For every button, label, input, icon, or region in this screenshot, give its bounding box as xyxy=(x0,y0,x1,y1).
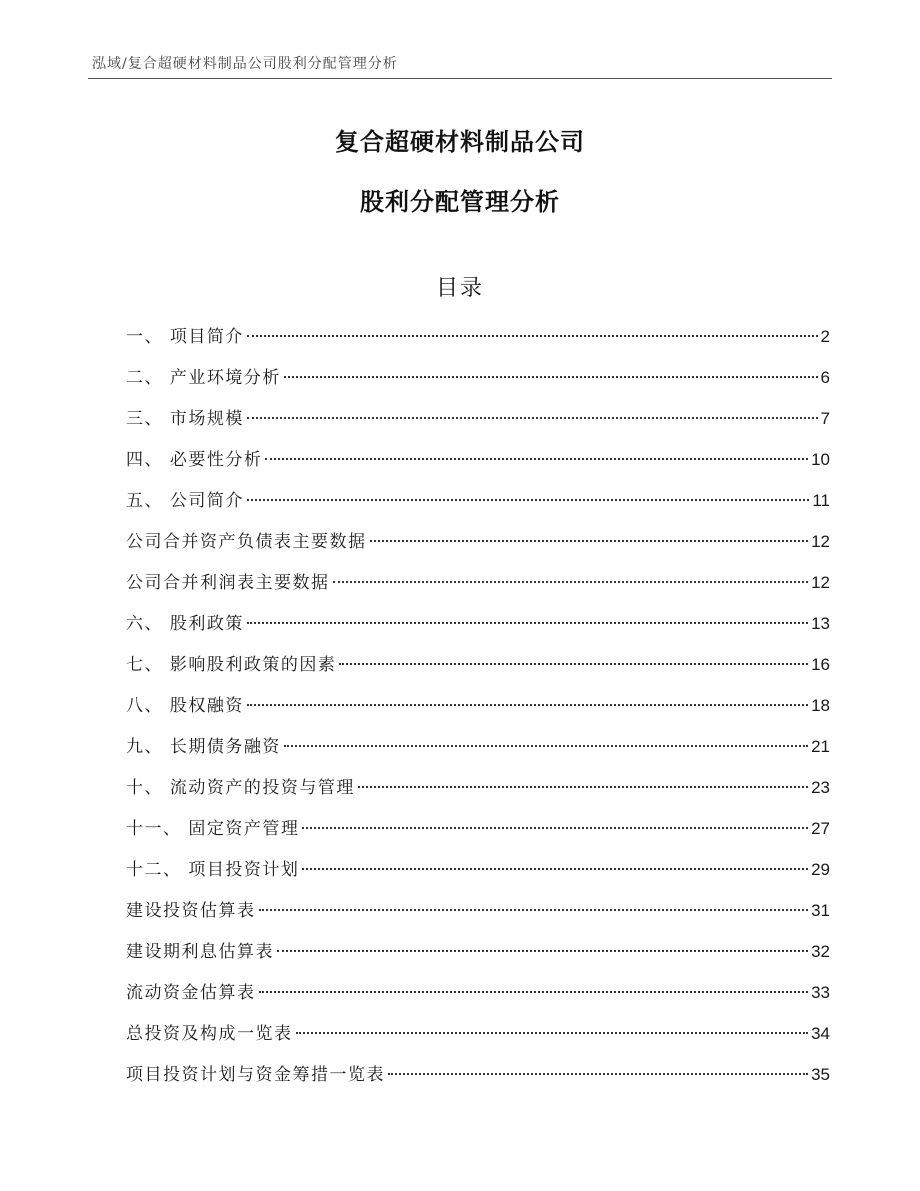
document-title-line-1: 复合超硬材料制品公司 xyxy=(335,128,585,156)
toc-entry-page-number: 2 xyxy=(820,327,830,346)
toc-entry[interactable] xyxy=(126,1063,830,1104)
toc-dot-leader xyxy=(247,335,818,337)
toc-entry-label: 建设期利息估算表 xyxy=(126,942,274,962)
toc-entry-label: 一、 项目简介 xyxy=(126,327,244,347)
toc-entry[interactable] xyxy=(126,858,830,899)
toc-entry-page-number: 34 xyxy=(811,1024,830,1043)
document-title-line-2: 股利分配管理分析 xyxy=(360,188,560,216)
toc-dot-leader xyxy=(284,745,808,747)
table-of-contents xyxy=(126,325,830,1104)
toc-dot-leader xyxy=(296,1032,809,1034)
toc-entry-page-number: 21 xyxy=(811,737,830,756)
toc-entry-label: 四、 必要性分析 xyxy=(126,450,263,470)
toc-entry[interactable] xyxy=(126,325,830,366)
toc-dot-leader xyxy=(284,376,818,378)
toc-entry[interactable] xyxy=(126,612,830,653)
toc-entry-page-number: 31 xyxy=(811,901,830,920)
toc-dot-leader xyxy=(358,786,808,788)
toc-entry[interactable] xyxy=(126,448,830,489)
toc-entry-label: 公司合并利润表主要数据 xyxy=(126,573,330,593)
toc-entry-label: 项目投资计划与资金筹措一览表 xyxy=(126,1065,385,1085)
toc-dot-leader xyxy=(370,540,809,542)
toc-entry-page-number: 12 xyxy=(811,532,830,551)
toc-entry-page-number: 33 xyxy=(811,983,830,1002)
toc-entry-page-number: 10 xyxy=(811,450,830,469)
toc-entry-page-number: 7 xyxy=(820,409,830,428)
toc-entry-label: 建设投资估算表 xyxy=(126,901,256,921)
toc-dot-leader xyxy=(277,950,808,952)
toc-dot-leader xyxy=(265,458,808,460)
toc-entry-page-number: 6 xyxy=(820,368,830,387)
toc-entry-label: 五、 公司简介 xyxy=(126,491,244,511)
toc-entry[interactable] xyxy=(126,817,830,858)
toc-entry[interactable] xyxy=(126,653,830,694)
header-divider xyxy=(88,78,832,79)
toc-entry-label: 公司合并资产负债表主要数据 xyxy=(126,532,367,552)
toc-dot-leader xyxy=(388,1073,808,1075)
toc-dot-leader xyxy=(259,909,809,911)
toc-entry[interactable] xyxy=(126,571,830,612)
toc-entry-page-number: 27 xyxy=(811,819,830,838)
toc-entry-page-number: 11 xyxy=(812,491,830,510)
toc-entry[interactable] xyxy=(126,366,830,407)
toc-entry[interactable] xyxy=(126,899,830,940)
toc-entry[interactable] xyxy=(126,981,830,1022)
toc-entry[interactable] xyxy=(126,940,830,981)
toc-entry-page-number: 12 xyxy=(811,573,830,592)
toc-heading: 目录 xyxy=(435,276,484,301)
toc-dot-leader xyxy=(247,622,808,624)
toc-dot-leader xyxy=(333,581,809,583)
toc-entry[interactable] xyxy=(126,407,830,448)
toc-dot-leader xyxy=(247,417,818,419)
toc-entry[interactable] xyxy=(126,776,830,817)
toc-dot-leader xyxy=(247,704,808,706)
toc-dot-leader xyxy=(302,827,808,829)
toc-entry-label: 六、 股利政策 xyxy=(126,614,244,634)
toc-entry-label: 流动资金估算表 xyxy=(126,983,256,1003)
toc-entry-label: 九、 长期债务融资 xyxy=(126,737,281,757)
toc-dot-leader xyxy=(247,499,809,501)
toc-entry-page-number: 32 xyxy=(811,942,830,961)
toc-entry[interactable] xyxy=(126,694,830,735)
toc-entry-page-number: 23 xyxy=(811,778,830,797)
toc-entry[interactable] xyxy=(126,1022,830,1063)
toc-entry-label: 七、 影响股利政策的因素 xyxy=(126,655,337,675)
toc-entry-label: 二、 产业环境分析 xyxy=(126,368,281,388)
toc-entry-label: 三、 市场规模 xyxy=(126,409,244,429)
toc-dot-leader xyxy=(302,868,808,870)
toc-entry[interactable] xyxy=(126,735,830,776)
toc-dot-leader xyxy=(259,991,809,993)
toc-entry-page-number: 35 xyxy=(811,1065,830,1084)
toc-entry-label: 总投资及构成一览表 xyxy=(126,1024,293,1044)
toc-entry[interactable] xyxy=(126,530,830,571)
toc-entry-label: 八、 股权融资 xyxy=(126,696,244,716)
toc-entry-label: 十一、 固定资产管理 xyxy=(126,819,300,839)
toc-entry-page-number: 18 xyxy=(811,696,830,715)
toc-entry[interactable] xyxy=(126,489,830,530)
toc-entry-page-number: 13 xyxy=(811,614,830,633)
toc-entry-page-number: 29 xyxy=(811,860,830,879)
toc-entry-label: 十、 流动资产的投资与管理 xyxy=(126,778,355,798)
toc-entry-label: 十二、 项目投资计划 xyxy=(126,860,300,880)
toc-dot-leader xyxy=(339,663,808,665)
running-header: 泓域/复合超硬材料制品公司股利分配管理分析 xyxy=(92,56,398,72)
toc-entry-page-number: 16 xyxy=(811,655,830,674)
